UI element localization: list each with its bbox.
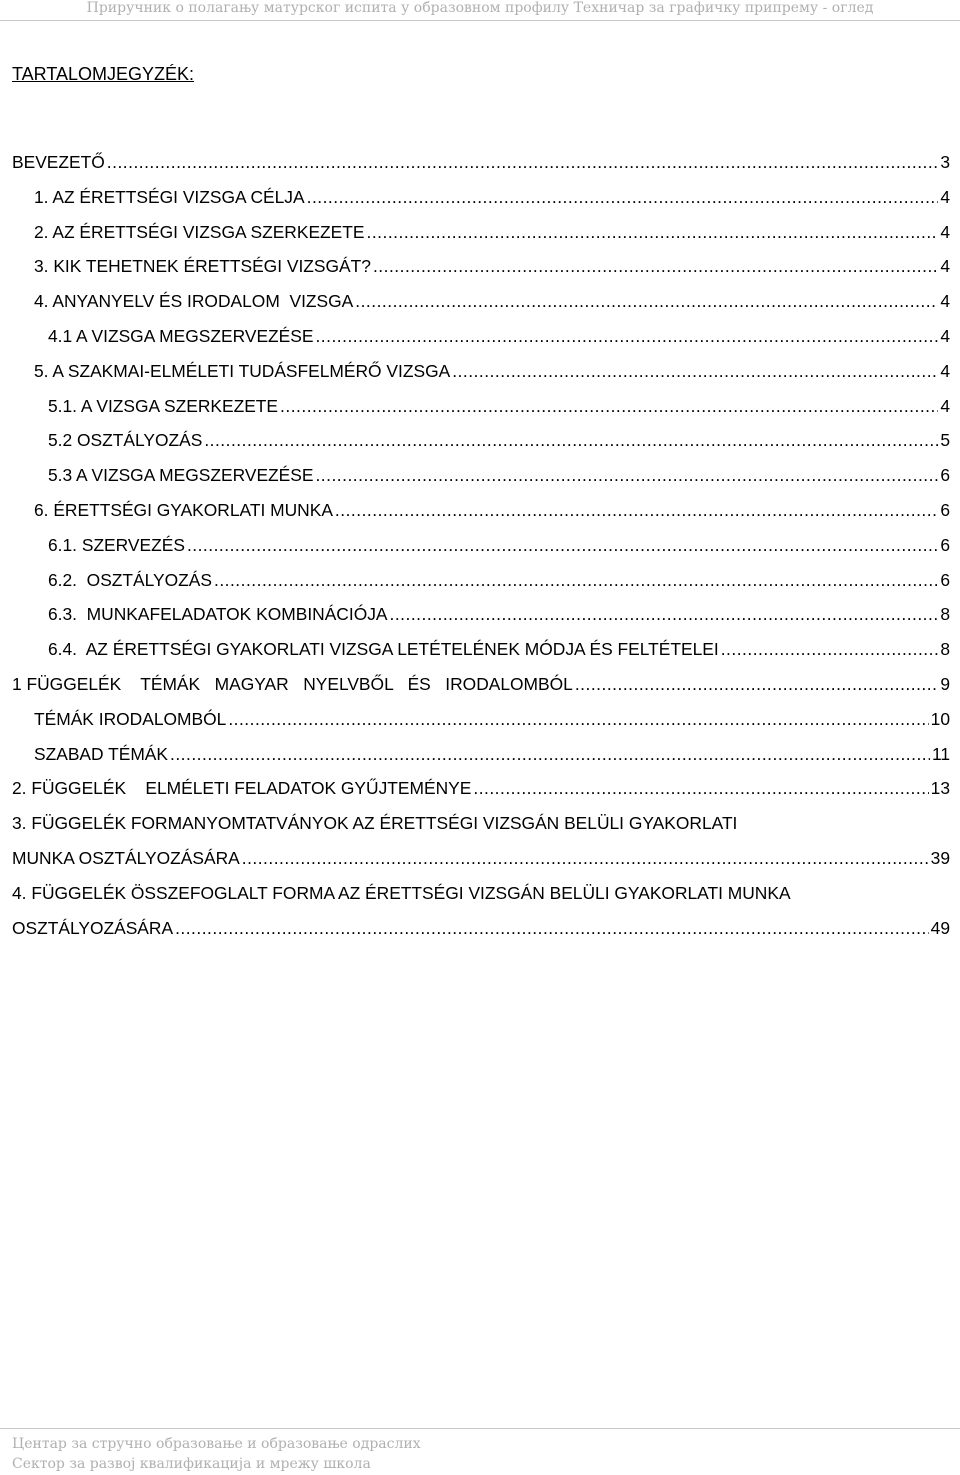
toc-leader-dots bbox=[721, 635, 939, 663]
toc-entry-label: 6.4. AZ ÉRETTSÉGI GYAKORLATI VIZSGA LETÉTELÉNEK MÓDJA ÉS FELTÉTELEI bbox=[48, 639, 719, 660]
toc-entry-label: TÉMÁK IRODALOMBÓL bbox=[34, 708, 227, 729]
footer-rule bbox=[0, 1428, 960, 1429]
toc-leader-dots bbox=[107, 148, 939, 176]
toc-leader-dots bbox=[452, 357, 938, 385]
toc-entry[interactable] bbox=[12, 218, 950, 253]
toc-page-number: 8 bbox=[940, 639, 950, 660]
toc-page-number: 9 bbox=[940, 673, 950, 694]
toc-entry[interactable] bbox=[12, 496, 950, 531]
table-of-contents bbox=[12, 148, 950, 948]
toc-entry[interactable] bbox=[12, 183, 950, 218]
toc-entry[interactable] bbox=[12, 670, 950, 705]
toc-entry-label: MUNKA OSZTÁLYOZÁSÁRA bbox=[12, 847, 240, 868]
toc-entry[interactable] bbox=[12, 774, 950, 809]
toc-entry[interactable] bbox=[12, 392, 950, 427]
toc-entry[interactable] bbox=[12, 287, 950, 322]
toc-entry[interactable] bbox=[12, 914, 950, 949]
toc-page-number: 4 bbox=[940, 221, 950, 242]
toc-entry-label: 6.1. SZERVEZÉS bbox=[48, 534, 185, 555]
toc-page-number: 6 bbox=[940, 465, 950, 486]
toc-page-number: 49 bbox=[930, 917, 950, 938]
toc-entry[interactable] bbox=[12, 600, 950, 635]
toc-entry[interactable] bbox=[12, 844, 950, 879]
toc-entry-label: 1. AZ ÉRETTSÉGI VIZSGA CÉLJA bbox=[34, 186, 305, 207]
footer-line-2: Сектор за развој квалификација и мрежу школа bbox=[12, 1456, 371, 1472]
toc-leader-dots bbox=[280, 392, 938, 420]
toc-entry-label: 5.1. A VIZSGA SZERKEZETE bbox=[48, 395, 279, 416]
toc-entry-label: 6.2. OSZTÁLYOZÁS bbox=[48, 569, 212, 590]
toc-page-number: 39 bbox=[930, 847, 950, 868]
toc-entry-label: BEVEZETŐ bbox=[12, 152, 105, 172]
toc-entry-label: 3. KIK TEHETNEK ÉRETTSÉGI VIZSGÁT? bbox=[34, 256, 371, 277]
toc-title: TARTALOMJEGYZÉK: bbox=[12, 64, 195, 84]
toc-entry[interactable] bbox=[12, 531, 950, 566]
toc-leader-dots bbox=[242, 844, 929, 872]
toc-entry-label: 1 FÜGGELÉK TÉMÁK MAGYAR NYELVBŐL ÉS IRODALOMBÓL bbox=[12, 673, 573, 694]
toc-entry[interactable] bbox=[12, 322, 950, 357]
toc-entry[interactable] bbox=[12, 252, 950, 287]
toc-entry[interactable] bbox=[12, 705, 950, 740]
toc-entry-label: SZABAD TÉMÁK bbox=[34, 743, 169, 764]
toc-leader-dots bbox=[175, 914, 929, 942]
footer-line-1: Центар за стручно образовање и образовање одраслих bbox=[12, 1436, 421, 1452]
toc-entry-label: 5.2 OSZTÁLYOZÁS bbox=[48, 430, 203, 451]
toc-entry-heading[interactable]: 3. FÜGGELÉK FORMANYOMTATVÁNYOK AZ ÉRETTSÉGI VIZSGÁN BELÜLI GYAKORLATI bbox=[12, 813, 738, 834]
header-rule bbox=[0, 20, 960, 21]
toc-leader-dots bbox=[473, 774, 928, 802]
toc-entry[interactable] bbox=[12, 357, 950, 392]
toc-page-number: 4 bbox=[940, 325, 950, 346]
toc-page-number: 4 bbox=[940, 395, 950, 416]
toc-page-number: 10 bbox=[930, 708, 950, 729]
toc-leader-dots bbox=[315, 461, 938, 489]
toc-leader-dots bbox=[228, 705, 928, 733]
toc-page-number: 3 bbox=[940, 152, 950, 172]
toc-page-number: 13 bbox=[930, 778, 950, 799]
toc-page-number: 4 bbox=[940, 256, 950, 277]
toc-page-number: 6 bbox=[940, 534, 950, 555]
toc-leader-dots bbox=[355, 287, 938, 315]
toc-page-number: 6 bbox=[940, 499, 950, 520]
toc-page-number: 4 bbox=[940, 186, 950, 207]
toc-leader-dots bbox=[187, 531, 938, 559]
footer bbox=[12, 1434, 421, 1474]
toc-page-number: 4 bbox=[940, 360, 950, 381]
toc-page-number: 6 bbox=[940, 569, 950, 590]
toc-leader-dots bbox=[373, 252, 938, 280]
toc-leader-dots bbox=[170, 740, 930, 768]
toc-entry-label: 6.3. MUNKAFELADATOK KOMBINÁCIÓJA bbox=[48, 604, 388, 625]
toc-leader-dots bbox=[390, 600, 939, 628]
toc-leader-dots bbox=[315, 322, 938, 350]
toc-page-number: 8 bbox=[940, 604, 950, 625]
toc-page-number: 11 bbox=[931, 743, 950, 764]
toc-entry-label: 5.3 A VIZSGA MEGSZERVEZÉSE bbox=[48, 465, 314, 486]
toc-leader-dots bbox=[575, 670, 938, 698]
toc-entry-label: 2. FÜGGELÉK ELMÉLETI FELADATOK GYŰJTEMÉNYE bbox=[12, 778, 472, 799]
toc-entry-label: OSZTÁLYOZÁSÁRA bbox=[12, 917, 174, 938]
toc-entry[interactable] bbox=[12, 148, 950, 183]
toc-leader-dots bbox=[367, 218, 939, 246]
toc-entry[interactable] bbox=[12, 461, 950, 496]
toc-entry[interactable] bbox=[12, 566, 950, 601]
toc-leader-dots bbox=[204, 426, 938, 454]
toc-entry-label: 6. ÉRETTSÉGI GYAKORLATI MUNKA bbox=[34, 499, 333, 520]
running-header: Приручник о полагању матурског испита у образовном профилу Техничар за графичку припрему - оглед bbox=[86, 0, 874, 16]
toc-entry-label: 2. AZ ÉRETTSÉGI VIZSGA SZERKEZETE bbox=[34, 221, 365, 242]
toc-page-number: 4 bbox=[940, 291, 950, 312]
toc-page-number: 5 bbox=[940, 430, 950, 451]
toc-leader-dots bbox=[335, 496, 938, 524]
toc-leader-dots bbox=[307, 183, 939, 211]
toc-entry-label: 4.1 A VIZSGA MEGSZERVEZÉSE bbox=[48, 325, 314, 346]
toc-entry[interactable] bbox=[12, 740, 950, 775]
toc-leader-dots bbox=[214, 566, 938, 594]
toc-entry[interactable] bbox=[12, 635, 950, 670]
toc-entry-heading[interactable]: 4. FÜGGELÉK ÖSSZEFOGLALT FORMA AZ ÉRETTSÉGI VIZSGÁN BELÜLI GYAKORLATI MUNKA bbox=[12, 882, 791, 903]
toc-entry-label: 4. ANYANYELV ÉS IRODALOM VIZSGA bbox=[34, 291, 354, 312]
toc-entry[interactable] bbox=[12, 426, 950, 461]
toc-entry-label: 5. A SZAKMAI-ELMÉLETI TUDÁSFELMÉRŐ VIZSGA bbox=[34, 360, 451, 381]
